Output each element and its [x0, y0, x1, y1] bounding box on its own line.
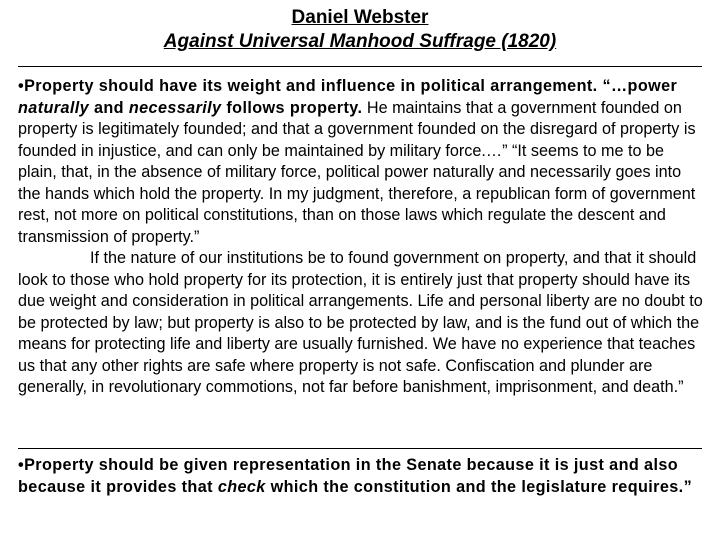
point-1-emphasis-necessarily: necessarily [128, 98, 222, 117]
point-1-bold-c: follows property. [221, 98, 363, 117]
point-2-bold-b: which the constitution and the legislature requires.” [265, 477, 693, 496]
bullet-marker: • [18, 456, 25, 474]
top-divider [18, 66, 702, 67]
slide-title [0, 6, 720, 54]
point-2-emphasis-check: check [217, 477, 266, 496]
point-1-emphasis-naturally: naturally [18, 98, 90, 117]
point-2-bold-a: Property should be given representation in the Senate because it is just and also because it provides that [18, 456, 679, 496]
point-1-quote-b: If the nature of our institutions be to found government on property, and that it should look to those who hold property for its protection, it is entirely just that property should have its due weight and consideration in political arrangements. Life and personal liberty are no doubt to be protected by law; but property is also to be protected by law, and is the fund out of which the means for protecting life and liberty are usually furnished. We have no experience that teaches us that any other rights are safe where property is not safe. Confiscation and plunder are generally, in revolutionary commotions, not far before banishment, imprisonment, and death.” [18, 249, 703, 396]
title-work: Against Universal Manhood Suffrage (1820) [163, 31, 557, 52]
title-author: Daniel Webster [291, 7, 429, 28]
point-1-quote-a: He maintains that a government founded on property is legitimately founded; and that a government founded on the disregard of property is founded in injustice, and can only be maintained by military force.…” “It seems to me to be plain, that, in the absence of military force, political power naturally and necessarily goes into the hands which hold the property. In my judgment, therefore, a republican form of government rest, not more on political constitutions, than on those laws which regulate the descent and transmission of property.” [18, 98, 696, 246]
point-2-paragraph [18, 455, 704, 498]
point-1-paragraph [18, 76, 704, 399]
middle-divider [18, 448, 702, 449]
point-1-bold-a: Property should have its weight and influence in political arrangement. “…power [24, 77, 678, 95]
point-1-bold-b: and [89, 98, 129, 117]
bullet-marker: • [18, 77, 25, 95]
